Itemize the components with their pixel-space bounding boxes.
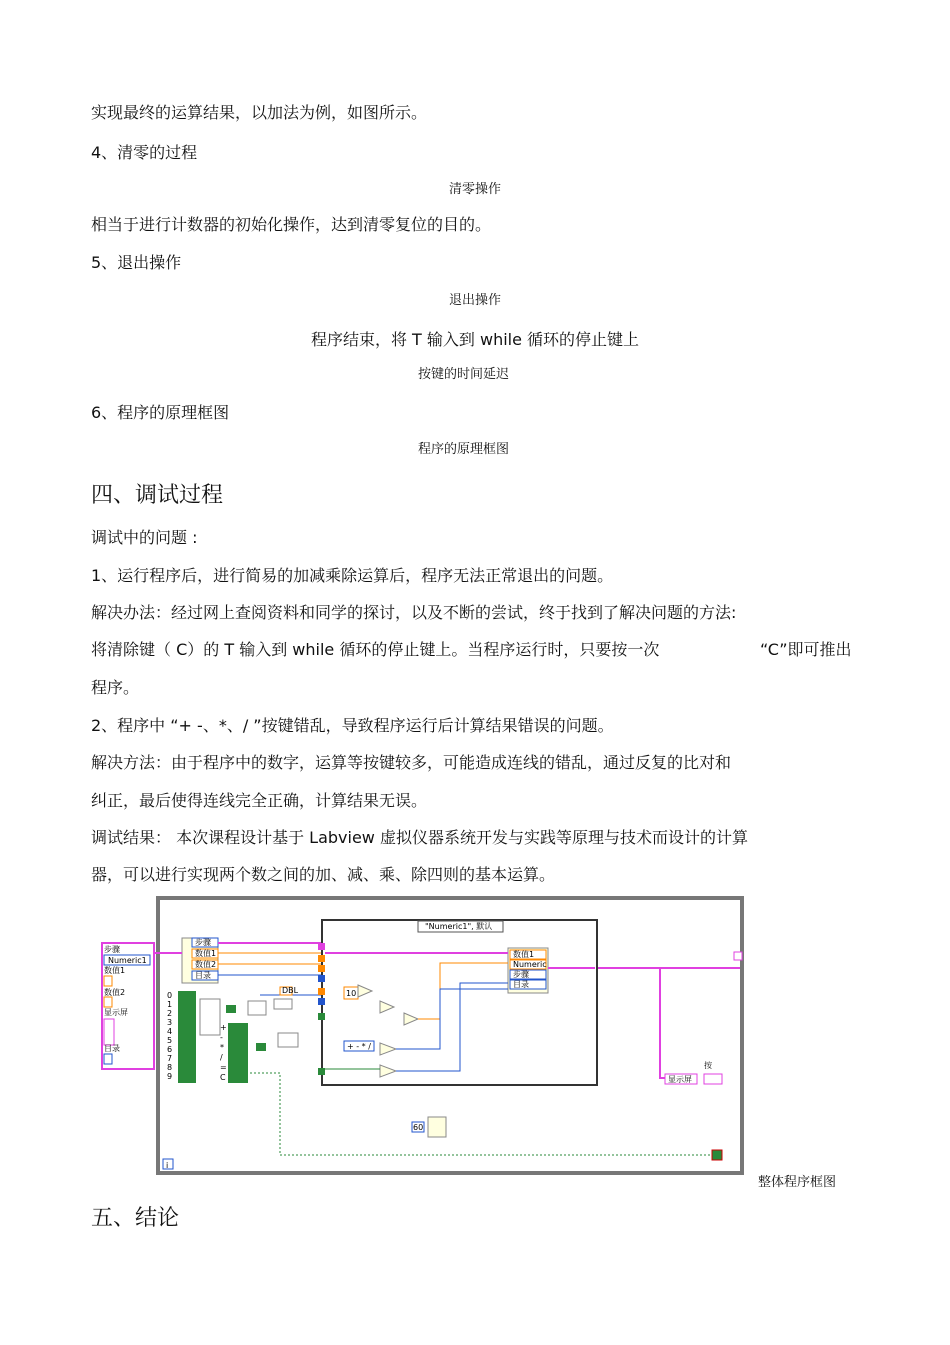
paragraph-line: 1、运行程序后，进行简易的加减乘除运算后，程序无法正常退出的问题。 (91, 566, 614, 585)
op-label: * (220, 1043, 224, 1052)
digit-label: 4 (167, 1027, 173, 1036)
paragraph-line: 相当于进行计数器的初始化操作，达到清零复位的目的。 (91, 215, 492, 234)
section-heading: 四、调试过程 (91, 483, 224, 508)
digit-label: 2 (167, 1009, 173, 1018)
paragraph-line: 解决办法：经过网上查阅资料和同学的探讨，以及不断的尝试，终于找到了解决问题的方法: (91, 603, 737, 622)
paragraph-line: 2、程序中 “+ -、*、/ ”按键错乱，导致程序运行后计算结果错误的问题。 (91, 716, 614, 735)
stop-terminal (712, 1150, 722, 1160)
svg-text:"Numeric1", 默认: "Numeric1", 默认 (425, 922, 493, 931)
paragraph-line: “C”即可推出 (760, 640, 852, 659)
digit-label: 8 (167, 1063, 173, 1072)
digit-label: 1 (167, 1000, 173, 1009)
digit-label: 9 (167, 1072, 173, 1081)
op-label: C (220, 1073, 226, 1082)
op-label: = (220, 1063, 227, 1072)
wait-timer-icon (428, 1117, 446, 1137)
svg-text:+ - * /: + - * / (347, 1042, 371, 1051)
cluster-label: 目录 (104, 1044, 120, 1053)
cluster-label: 显示屏 (104, 1008, 128, 1017)
figure-caption: 清零操作 (448, 182, 501, 197)
op-label: - (220, 1033, 223, 1042)
svg-text:10: 10 (346, 989, 357, 998)
paragraph-line: 解决方法：由于程序中的数字，运算等按键较多，可能造成连线的错乱，通过反复的比对和 (91, 753, 732, 772)
svg-text:数值1: 数值1 (195, 949, 217, 958)
cluster-label: 数值1 (104, 966, 126, 975)
indicator-caption: 按 (704, 1061, 712, 1070)
section-heading: 五、结论 (91, 1206, 180, 1231)
op-label: / (220, 1053, 223, 1062)
dbl-label: DBL (282, 986, 299, 995)
paragraph-line: 将清除键（ C）的 T 输入到 while 循环的停止键上。当程序运行时，只要按一次 (91, 640, 660, 659)
figure-caption: 整体程序框图 (758, 1175, 837, 1190)
paragraph-line: 实现最终的运算结果，以加法为例，如图所示。 (91, 103, 428, 122)
op-label: + (220, 1023, 227, 1032)
figure-caption: 程序的原理框图 (418, 442, 510, 457)
svg-text:数值2: 数值2 (195, 960, 217, 969)
paragraph-line: 纠正，最后使得连线完全正确，计算结果无误。 (91, 791, 428, 810)
paragraph-line: 器，可以进行实现两个数之间的加、减、乘、除四则的基本运算。 (91, 865, 556, 884)
paragraph-line: 调试结果： 本次课程设计基于 Labview 虚拟仪器系统开发与实践等原理与技术而设计的计算 (91, 828, 748, 847)
svg-text:数值1: 数值1 (513, 950, 535, 959)
digit-label: 6 (167, 1045, 173, 1054)
svg-text:步骤: 步骤 (195, 938, 211, 947)
enum-value: Numeric1 (108, 956, 147, 965)
svg-text:Numeric: Numeric (513, 960, 547, 969)
paragraph-line: 程序。 (91, 678, 140, 697)
block-diagram (100, 893, 750, 1178)
section-item-5: 5、退出操作 (91, 253, 182, 272)
cluster-label: 步骤 (104, 945, 120, 954)
centered-line: 程序结束，将 T 输入到 while 循环的停止键上 (310, 330, 640, 349)
op-constants (228, 1023, 248, 1083)
figure-caption: 按键的时间延迟 (418, 367, 510, 382)
svg-text:目录: 目录 (195, 971, 211, 980)
svg-text:显示屏: 显示屏 (668, 1075, 692, 1084)
digit-label: 3 (167, 1018, 173, 1027)
section-item-4: 4、清零的过程 (91, 143, 198, 162)
digit-label: 5 (167, 1036, 173, 1045)
svg-text:步骤: 步骤 (513, 970, 529, 979)
figure-caption: 退出操作 (448, 293, 501, 308)
svg-text:60: 60 (413, 1123, 424, 1132)
digit-label: 7 (167, 1054, 173, 1063)
iteration-label: i (166, 1161, 169, 1170)
section-item-6: 6、程序的原理框图 (91, 403, 230, 422)
paragraph-line: 调试中的问题 : (91, 528, 198, 547)
digit-label: 0 (167, 991, 173, 1000)
cluster-label: 数值2 (104, 988, 126, 997)
svg-text:目录: 目录 (513, 980, 529, 989)
